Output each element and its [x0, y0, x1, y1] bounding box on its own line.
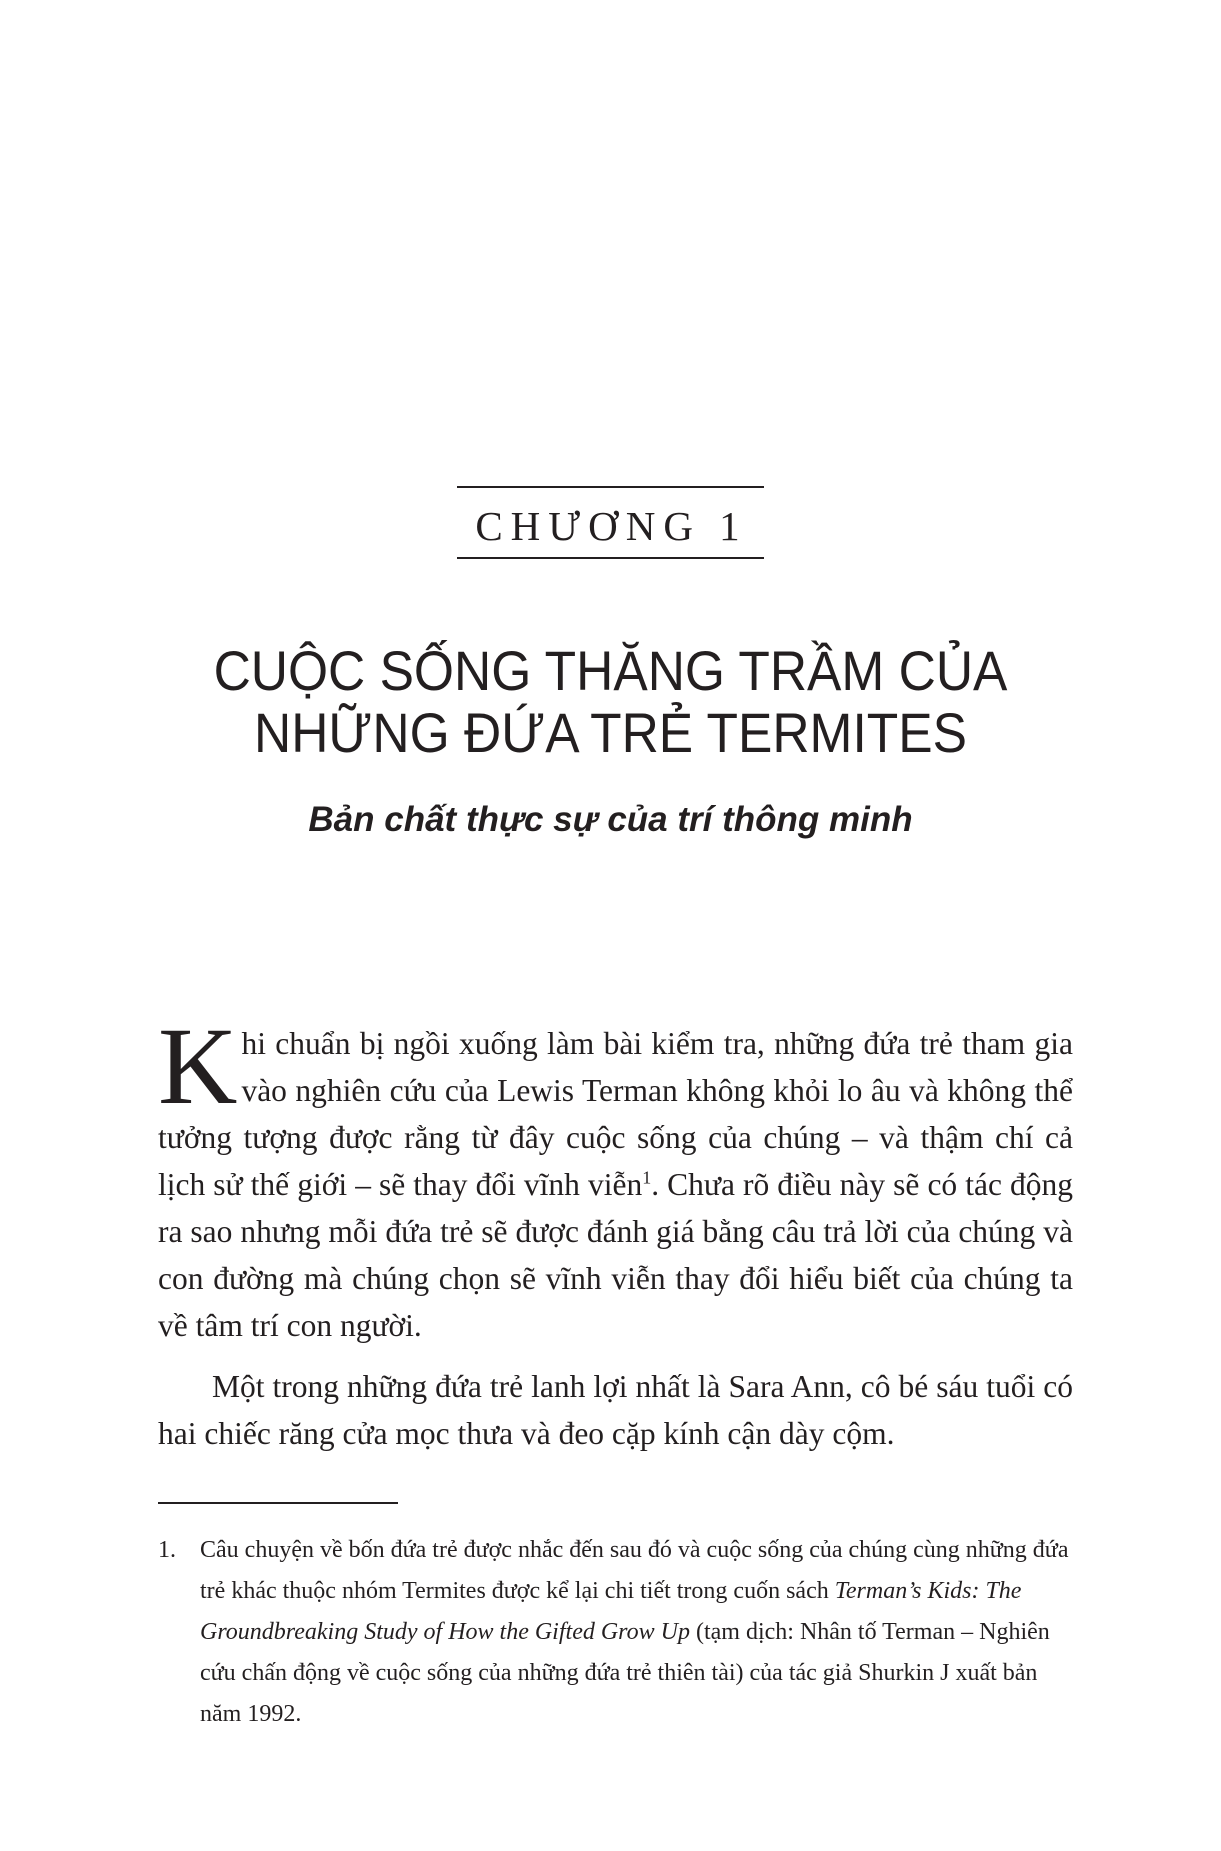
- body-text: [158, 1005, 1074, 1457]
- footnote-reference[interactable]: 1: [642, 1167, 652, 1188]
- chapter-subtitle: Bản chất thực sự của trí thông minh: [308, 800, 913, 839]
- footnote-book-title: Terman’s Kids: The Groundbreaking Study of How the Gifted Grow Up: [200, 1578, 1022, 1645]
- paragraph-1-text: Khi chuẩn bị ngồi xuống làm bài kiểm tra, những đứa trẻ tham gia vào nghiên cứu của Lewis Terman không khỏi lo âu và không thể tưởng tượng được rằng từ đây cuộc sống của chúng – và thậm chí cả lịch sử thế giới – sẽ thay đổi vĩnh viễn: [158, 1005, 1073, 1202]
- chapter-title-line2: NHỮNG ĐỨA TRẺ TERMITES: [253, 701, 967, 764]
- footnote-text-before: Câu chuyện về bốn đứa trẻ được nhắc đến sau đó và cuộc sống của chúng cùng những đứa trẻ khác thuộc nhóm Termites được kể lại chi tiết trong cuốn sách: [200, 1537, 1069, 1604]
- footnote-number: 1.: [158, 1537, 176, 1563]
- footnote: [158, 1530, 1073, 1735]
- paragraph-1: [158, 1005, 1074, 1349]
- footnote-text-after: (tạm dịch: Nhân tố Terman – Nghiên cứu chấn động về cuộc sống của những đứa trẻ thiên tài) của tác giả Shurkin J xuất bản năm 1992.: [200, 1619, 1050, 1727]
- chapter-title: [49, 640, 1172, 764]
- footnote-divider: [158, 1502, 398, 1504]
- paragraph-2: Một trong những đứa trẻ lanh lợi nhất là Sara Ann, cô bé sáu tuổi có hai chiếc răng cửa mọc thưa và đeo cặp kính cận dày cộm.: [158, 1369, 1073, 1451]
- footnote-text: [200, 1530, 1073, 1735]
- chapter-label: CHƯƠNG 1: [457, 486, 763, 559]
- chapter-label-container: [0, 486, 1221, 559]
- chapter-title-line1: CUỘC SỐNG THĂNG TRẦM CỦA: [213, 639, 1008, 702]
- paragraph-1-end: . Chưa rõ điều này sẽ có tác động ra sao nhưng mỗi đứa trẻ sẽ được đánh giá bằng câu trả lời của chúng và con đường mà chúng chọn sẽ vĩnh viễn thay đổi hiểu biết của chúng ta về tâm trí con người.: [158, 1167, 1074, 1343]
